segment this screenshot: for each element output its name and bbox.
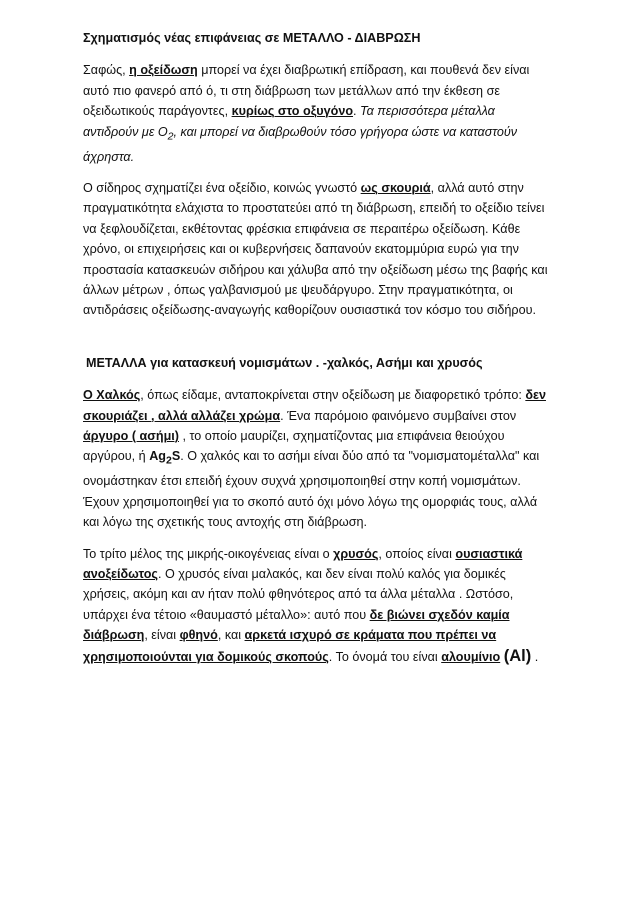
emphasis-copper: Ο Χαλκός: [83, 388, 141, 403]
emphasis-rust: ως σκουριά: [360, 180, 431, 195]
paragraph-copper-silver: [83, 385, 549, 532]
emphasis-no-corrosion: δε βιώνει σχεδόν καμία διάβρωση: [83, 607, 510, 643]
emphasis-cheap: φθηνό: [179, 628, 218, 643]
text-run: . Ο χρυσός είναι μαλακός, και δεν είναι πολύ καλός για δομικές χρήσεις, ακόμη και αν ήταν πολύ φθηνότερος από τα άλλα μέταλλα . Ωστόσο, υπάρχει ένα τέτοιο «θαυμαστό μέταλλο»: αυτό που: [83, 566, 514, 622]
text-run: . Ο χαλκός και το ασήμι είναι δύο από τα "νομισματομέταλλα" και ονομάστηκαν έτσι επειδή έχουν συχνά χρησιμοποιηθεί στην κοπή νομισμάτων. Έχουν χρησιμοποιηθεί για το σκοπό αυτό όχι μόνο λόγω της ομορφιάς τους, αλλά και λόγω της σχετικής τους αντοχής στη διάβρωση.: [83, 449, 540, 530]
italic-run: Τα περισσότερα μέταλλα αντιδρούν με O: [83, 104, 495, 139]
paragraph-iron: [83, 178, 549, 321]
emphasis-oxygen: κυρίως στο οξυγόνο: [231, 104, 354, 119]
text-run: . Ένα παρόμοιο φαινόμενο συμβαίνει στον: [280, 408, 517, 423]
text-run: Σαφώς,: [83, 63, 130, 78]
emphasis-aluminium: αλουμίνιο: [441, 649, 501, 664]
emphasis-strong-alloys: αρκετά ισχυρό σε κράματα που πρέπει να χρησιμοποιούνται για δομικούς σκοπούς: [83, 628, 497, 664]
text-run: , όπως είδαμε, ανταποκρίνεται στην οξείδωση με διαφορετικό τρόπο:: [140, 388, 526, 403]
paragraph-gold-aluminium: [83, 544, 549, 667]
emphasis-gold: χρυσός: [333, 546, 379, 561]
emphasis-silver: άργυρο ( ασήμι): [83, 429, 179, 444]
text-run: Το τρίτο μέλος της μικρής-οικογένειας είναι ο: [83, 546, 334, 561]
document-page: [83, 28, 549, 678]
text-run: , και: [217, 628, 245, 643]
emphasis-color-change: δεν σκουριάζει , αλλά αλλάζει χρώμα: [83, 388, 546, 423]
page-title: Σχηματισμός νέας επιφάνειας σε ΜΕΤΑΛΛΟ - ΔΙΑΒΡΩΣΗ: [83, 31, 421, 45]
text-run: , αλλά αυτό στην πραγματικότητα ελάχιστα το προστατεύει από τη διάβρωση, επειδή το οξείδιο τείνει να ξεφλουδίζεται, εκθέτοντας φρέσκια επιφάνεια σε περαιτέρω οξείδωση. Κάθε χρόνο, οι επιχειρήσεις και οι κυβερνήσεις δαπανούν εκατομμύρια ευρώ για την προστασία κατασκευών σιδήρου και χάλυβα από την οξείδωση μέσω της βαφής και άλλων μέτρων , όπως γαλβανισμού με ψευδάργυρο. Στην πραγματικότητα, οι αντιδράσεις οξείδωσης-αναγωγής καθορίζουν ουσιαστικά τον κόσμο του σιδήρου.: [83, 180, 548, 318]
subscript-2: 2: [165, 454, 172, 467]
italic-run: , και μπορεί να διαβρωθούν τόσο γρήγορα ώστε να καταστούν άχρηστα.: [83, 124, 518, 164]
paragraph-oxidation: [83, 60, 549, 167]
text-run: , το οποίο μαυρίζει, σχηματίζοντας μια επιφάνεια θειούχου αργύρου, ή: [83, 429, 505, 464]
text-run: , οποίος είναι: [378, 546, 456, 561]
text-run: μπορεί να έχει διαβρωτική επίδραση, και πουθενά δεν είναι αυτό πιο φανερό από ό, τι στη διάβρωση των μετάλλων από την έκθεση σε οξειδωτικούς παράγοντες,: [83, 63, 530, 119]
formula-al: (Al): [503, 646, 532, 665]
text-run: . Το όνομά του είναι: [328, 649, 442, 664]
text-run: .: [353, 104, 361, 119]
section-heading-coin-metals: ΜΕΤΑΛΛΑ για κατασκευή νομισμάτων . -χαλκός, Ασήμι και χρυσός: [86, 355, 483, 370]
formula-ag: Ag: [149, 449, 166, 464]
subscript-2: 2: [167, 130, 174, 143]
text-run: , είναι: [144, 628, 180, 643]
text-run: .: [531, 649, 539, 664]
text-run: Ο σίδηρος σχηματίζει ένα οξείδιο, κοινώς γνωστό: [83, 180, 361, 195]
emphasis-noncorrosive: ουσιαστικά ανοξείδωτος: [83, 546, 523, 581]
formula-s: S: [171, 449, 181, 464]
emphasis-oxidation: η οξείδωση: [129, 63, 198, 78]
